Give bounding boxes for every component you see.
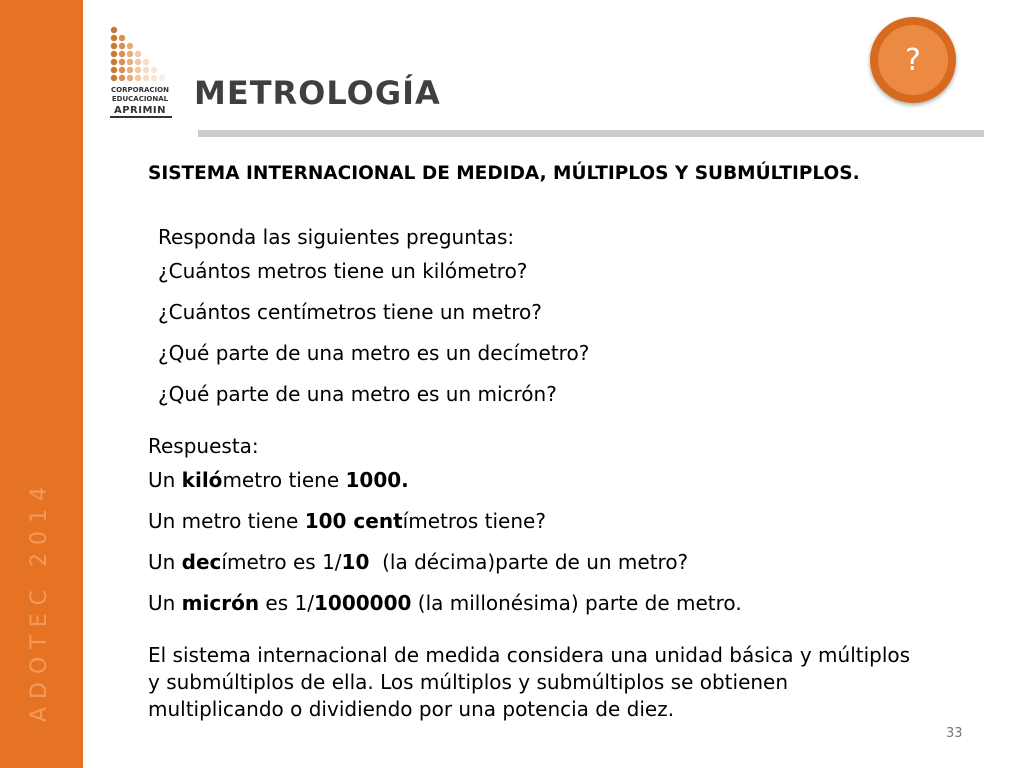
question-2: ¿Cuántos centímetros tiene un metro? (158, 300, 542, 324)
answer-4-text-2: es 1/ (259, 591, 314, 615)
logo-line-3: APRIMIN (113, 105, 167, 116)
summary-paragraph: El sistema internacional de medida considera una unidad básica y múltiplos y submúltiplos de ella. Los múltiplos y submúltiplos se obtienen multiplicando o dividiendo por una potencia de diez. (148, 643, 911, 721)
logo-line-1: CORPORACION (111, 86, 169, 94)
page-title: METROLOGÍA (194, 74, 441, 112)
answer-1-text-2: metro tiene (222, 468, 346, 492)
question-3: ¿Qué parte de una metro es un decímetro? (158, 341, 590, 365)
answer-4-bold-2: 1000000 (313, 591, 412, 615)
answer-1 (148, 468, 409, 492)
logo-line-2: EDUCACIONAL (111, 95, 169, 103)
logo-underline (110, 116, 172, 118)
answer-2 (148, 509, 546, 533)
answer-2-bold-1: 100 cent (304, 509, 403, 533)
answer-1-bold-1: kiló (181, 468, 223, 492)
section-heading: SISTEMA INTERNACIONAL DE MEDIDA, MÚLTIPLOS Y SUBMÚLTIPLOS. (148, 163, 860, 184)
header-divider (198, 130, 984, 137)
page-number: 33 (946, 726, 963, 741)
answer-4-text-3: (la millonésima) parte de metro. (411, 591, 742, 615)
answer-3-bold-2: 10 (341, 550, 370, 574)
answer-4 (148, 591, 742, 615)
questions-prompt: Responda las siguientes preguntas: (158, 225, 515, 249)
question-mark-icon: ? (878, 25, 948, 95)
answer-3-text-1: Un (148, 550, 182, 574)
answer-2-text-1: Un metro tiene (148, 509, 305, 533)
answer-3 (148, 550, 688, 574)
answers-label: Respuesta: (148, 434, 259, 458)
answer-1-bold-2: 1000. (345, 468, 409, 492)
answer-3-text-2: ímetro es 1/ (221, 550, 342, 574)
question-4: ¿Qué parte de una metro es un micrón? (158, 382, 557, 406)
sidebar (0, 0, 83, 768)
answer-4-text-1: Un (148, 591, 182, 615)
help-badge (870, 17, 956, 103)
answer-1-text-1: Un (148, 468, 182, 492)
answer-3-text-3: (la décima)parte de un metro? (369, 550, 689, 574)
answer-4-bold-1: micrón (181, 591, 260, 615)
answer-2-text-2: ímetros tiene? (402, 509, 546, 533)
sidebar-vertical-text: ADOTEC 2014 (27, 479, 52, 722)
question-1: ¿Cuántos metros tiene un kilómetro? (158, 259, 528, 283)
answer-3-bold-1: dec (181, 550, 222, 574)
